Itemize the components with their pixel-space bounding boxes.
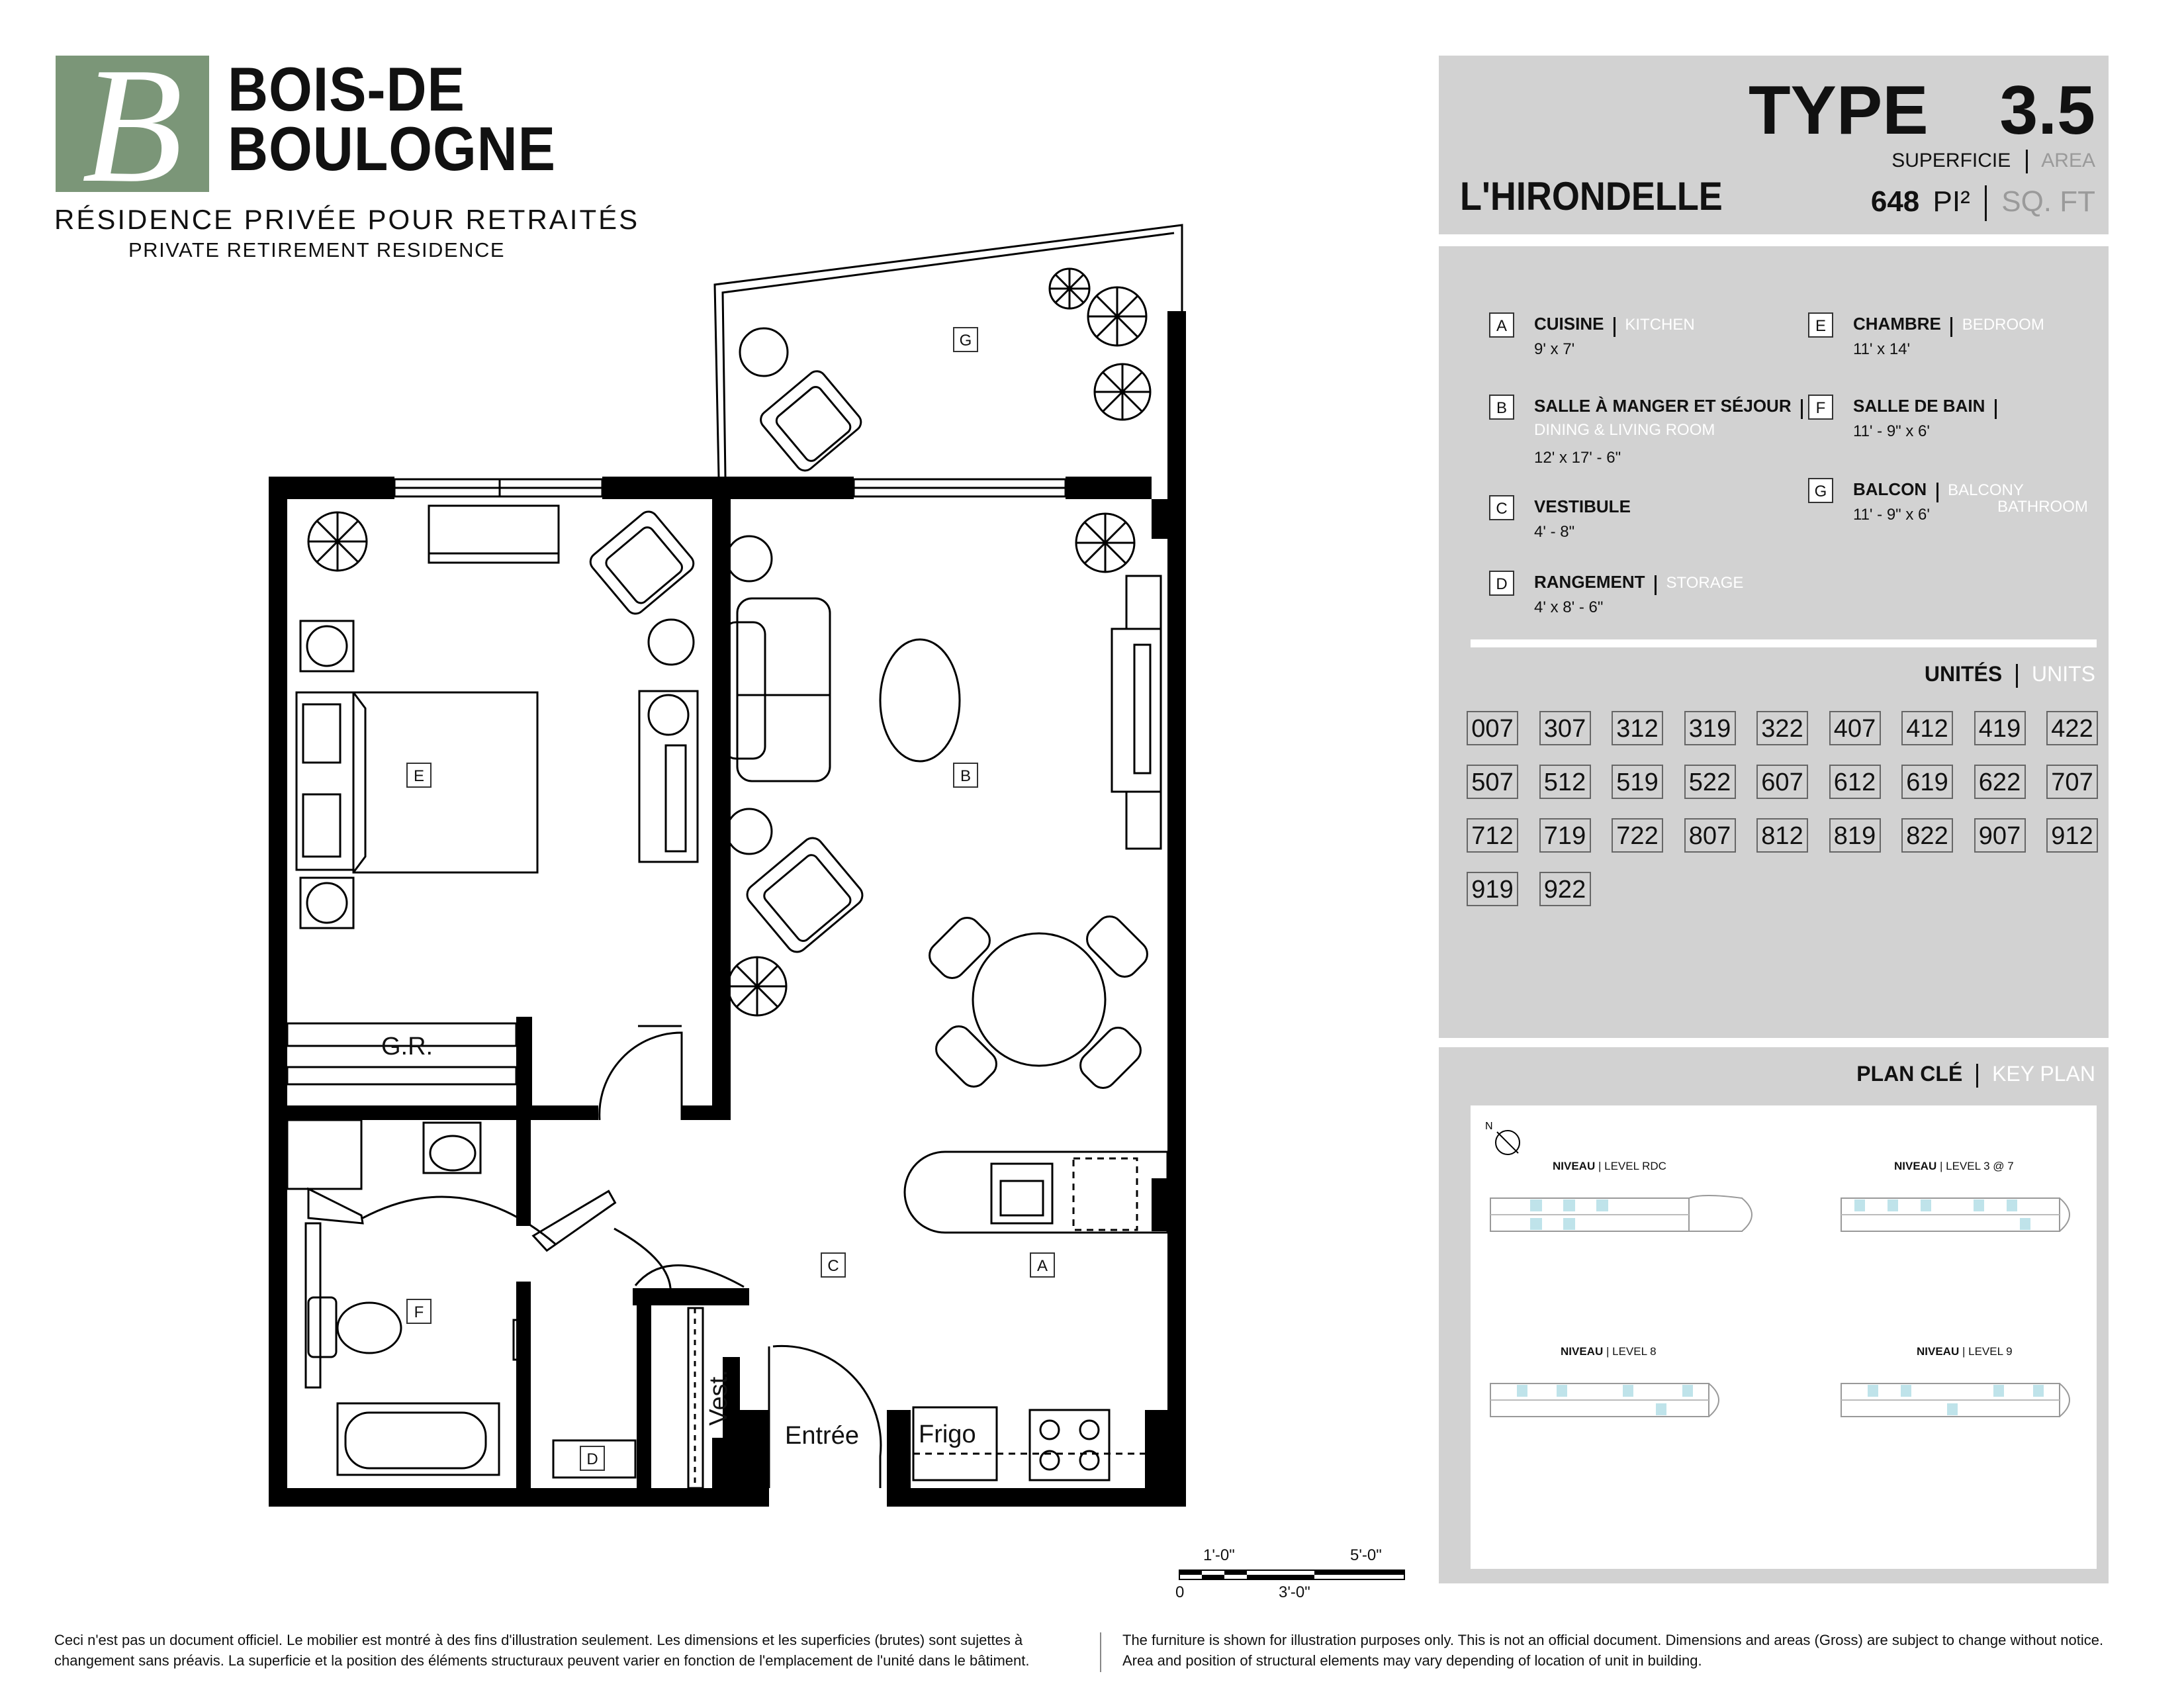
unit-cell: 819 xyxy=(1829,818,1881,853)
keyplan-level-rdc xyxy=(1490,1196,1752,1231)
area-unit-en: SQ. FT xyxy=(2001,185,2095,218)
balcony xyxy=(715,225,1182,477)
scale-label-3ft: 3'-0" xyxy=(1279,1583,1310,1601)
bedroom-furniture xyxy=(287,506,698,1084)
room-code-c: C xyxy=(1489,495,1514,520)
units-title xyxy=(1925,662,2095,688)
logo-letter: B xyxy=(81,34,183,217)
room-name-en-f: BATHROOM xyxy=(1997,498,2088,516)
keyplan-drawing xyxy=(1471,1105,2097,1569)
room-name-en-e: BEDROOM xyxy=(1962,316,2044,334)
separator xyxy=(1976,1064,1978,1088)
room-dim-b: 12' x 17' - 6" xyxy=(1534,449,1621,467)
door-icons xyxy=(308,1026,881,1488)
unit-cell: 522 xyxy=(1684,765,1736,799)
plan-label-vest: Vest. xyxy=(704,1370,733,1426)
separator xyxy=(2026,150,2028,173)
room-name-fr-e: CHAMBRE xyxy=(1853,314,1941,334)
unit-cell: 919 xyxy=(1467,872,1518,906)
unit-cell: 812 xyxy=(1756,818,1808,853)
disclaimer-fr xyxy=(54,1630,1087,1671)
room-dim-d: 4' x 8' - 6" xyxy=(1534,598,1604,616)
disclaimer-fr-line2: changement sans préavis. La superficie et la position des éléments structuraux peuvent varier en fonction de l'emplacement de l'unité dans le bâtiment. xyxy=(54,1652,1030,1669)
disclaimer-divider xyxy=(1100,1632,1101,1672)
keyplan-level-8 xyxy=(1490,1383,1719,1417)
area-unit-fr: PI² xyxy=(1933,185,1970,218)
unit-cell: 622 xyxy=(1974,765,2026,799)
area-label-fr: SUPERFICIE xyxy=(1891,150,2011,171)
tagline-en: PRIVATE RETIREMENT RESIDENCE xyxy=(128,238,506,261)
north-label: N xyxy=(1485,1121,1493,1132)
separator xyxy=(1950,317,1952,337)
room-code-d: D xyxy=(1489,571,1514,596)
brand-name-line2: BOULOGNE xyxy=(228,114,557,183)
room-name-fr-g: BALCON xyxy=(1853,479,1927,499)
room-name-fr-c: VESTIBULE xyxy=(1534,496,1631,516)
room-code-a: A xyxy=(1489,312,1514,338)
type-label: TYPE xyxy=(1748,72,1929,149)
room-code-e: E xyxy=(1808,312,1833,338)
area-value: 648 xyxy=(1870,185,1920,218)
unit-cell: 422 xyxy=(2046,711,2098,745)
separator xyxy=(1614,317,1615,337)
keyplan-level-3-7 xyxy=(1841,1198,2070,1231)
room-name-en-b: DINING & LIVING ROOM xyxy=(1534,421,1715,439)
separator xyxy=(1655,575,1657,595)
room-name-en-a: KITCHEN xyxy=(1625,316,1695,334)
plan-label-f: F xyxy=(406,1299,432,1324)
keyplan-title-en: KEY PLAN xyxy=(1992,1062,2095,1086)
separator xyxy=(1985,185,1987,221)
units-title-fr: UNITÉS xyxy=(1924,662,2003,686)
plan-label-frigo: Frigo xyxy=(919,1421,976,1448)
tagline-fr: RÉSIDENCE PRIVÉE POUR RETRAITÉS xyxy=(54,204,640,235)
unit-cell: 822 xyxy=(1901,818,1953,853)
room-name-fr-b: SALLE À MANGER ET SÉJOUR xyxy=(1534,396,1792,416)
brand-name-line1: BOIS-DE xyxy=(228,54,465,124)
plan-label-gr: G.R. xyxy=(381,1033,433,1060)
unit-cell: 912 xyxy=(2046,818,2098,853)
living-furniture xyxy=(724,536,1161,1094)
room-dim-c: 4' - 8" xyxy=(1534,523,1575,541)
unit-cell: 319 xyxy=(1684,711,1736,745)
room-code-f: F xyxy=(1808,395,1833,420)
plan-label-a: A xyxy=(1030,1252,1055,1278)
unit-cell: 922 xyxy=(1539,872,1591,906)
bathroom-furniture xyxy=(287,1120,635,1477)
unit-cell: 519 xyxy=(1612,765,1663,799)
plan-label-entree: Entrée xyxy=(785,1422,859,1450)
unit-cell: 322 xyxy=(1756,711,1808,745)
unit-cell: 607 xyxy=(1756,765,1808,799)
keyplan-area xyxy=(1471,1105,2097,1569)
walls xyxy=(269,311,1186,1507)
room-name-fr-f: SALLE DE BAIN xyxy=(1853,396,1985,416)
separator xyxy=(1801,399,1803,419)
plan-label-b: B xyxy=(953,763,978,788)
area-label-en: AREA xyxy=(2041,150,2095,171)
units-title-en: UNITS xyxy=(2032,662,2095,686)
separator xyxy=(2016,664,2018,688)
room-name-en-d: STORAGE xyxy=(1666,574,1744,592)
unit-cell: 907 xyxy=(1974,818,2026,853)
separator xyxy=(1995,399,1997,419)
room-name-fr-d: RANGEMENT xyxy=(1534,572,1645,592)
unit-cell: 407 xyxy=(1829,711,1881,745)
room-code-g: G xyxy=(1808,478,1833,503)
unit-cell: 312 xyxy=(1612,711,1663,745)
unit-cell: 307 xyxy=(1539,711,1591,745)
keyplan-title-fr: PLAN CLÉ xyxy=(1856,1062,1963,1086)
scale-label-0: 0 xyxy=(1175,1583,1185,1601)
unit-cell: 722 xyxy=(1612,818,1663,853)
unit-cell: 512 xyxy=(1539,765,1591,799)
room-dim-a: 9' x 7' xyxy=(1534,340,1575,358)
area-value-row xyxy=(1871,184,2095,221)
type-heading xyxy=(1748,72,2095,149)
keyplan-level-label-3-7: NIVEAU | LEVEL 3 @ 7 xyxy=(1894,1160,2014,1172)
disclaimer-en-line1: The furniture is shown for illustration purposes only. This is not an official document. Dimensions and areas (Gross) are subject to change without notice. xyxy=(1122,1632,2104,1648)
unit-cell: 712 xyxy=(1467,818,1518,853)
plan-label-g: G xyxy=(953,327,978,352)
scale-bar xyxy=(1179,1570,1404,1579)
unit-name: L'HIRONDELLE xyxy=(1460,174,1723,218)
scale-label-1ft: 1'-0" xyxy=(1203,1546,1235,1564)
unit-cell: 007 xyxy=(1467,711,1518,745)
keyplan-level-9 xyxy=(1841,1383,2070,1417)
unit-cell: 419 xyxy=(1974,711,2026,745)
keyplan-level-label-9: NIVEAU | LEVEL 9 xyxy=(1917,1345,2013,1358)
north-arrow-icon xyxy=(1496,1131,1520,1154)
room-dim-f: 11' - 9" x 6' xyxy=(1853,422,1930,440)
plan-label-c: C xyxy=(821,1252,846,1278)
unit-cell: 619 xyxy=(1901,765,1953,799)
disclaimer-en xyxy=(1122,1630,2168,1671)
area-label xyxy=(1891,150,2095,173)
separator xyxy=(1936,483,1938,502)
room-dim-e: 11' x 14' xyxy=(1853,340,1911,358)
divider xyxy=(1471,639,2097,647)
unit-cell: 807 xyxy=(1684,818,1736,853)
unit-cell: 707 xyxy=(2046,765,2098,799)
room-dim-g: 11' - 9" x 6' xyxy=(1853,506,1930,524)
plan-label-d: D xyxy=(580,1446,605,1471)
room-code-b: B xyxy=(1489,395,1514,420)
room-name-en-g: BALCONY xyxy=(1948,481,2024,499)
keyplan-level-label-rdc: NIVEAU | LEVEL RDC xyxy=(1553,1160,1666,1172)
unit-cell: 412 xyxy=(1901,711,1953,745)
disclaimer-fr-line1: Ceci n'est pas un document officiel. Le mobilier est montré à des fins d'illustration seulement. Les dimensions et les superficies (brutes) sont sujettes à xyxy=(54,1632,1023,1648)
unit-cell: 507 xyxy=(1467,765,1518,799)
unit-cell: 719 xyxy=(1539,818,1591,853)
type-value: 3.5 xyxy=(1999,72,2095,149)
scale-label-5ft: 5'-0" xyxy=(1350,1546,1382,1564)
keyplan-level-label-8: NIVEAU | LEVEL 8 xyxy=(1561,1345,1657,1358)
disclaimer-en-line2: Area and position of structural elements may vary depending of location of unit in building. xyxy=(1122,1652,1702,1669)
plan-label-e: E xyxy=(406,763,432,788)
room-name-fr-a: CUISINE xyxy=(1534,314,1604,334)
keyplan-title xyxy=(1856,1062,2095,1088)
unit-cell: 612 xyxy=(1829,765,1881,799)
